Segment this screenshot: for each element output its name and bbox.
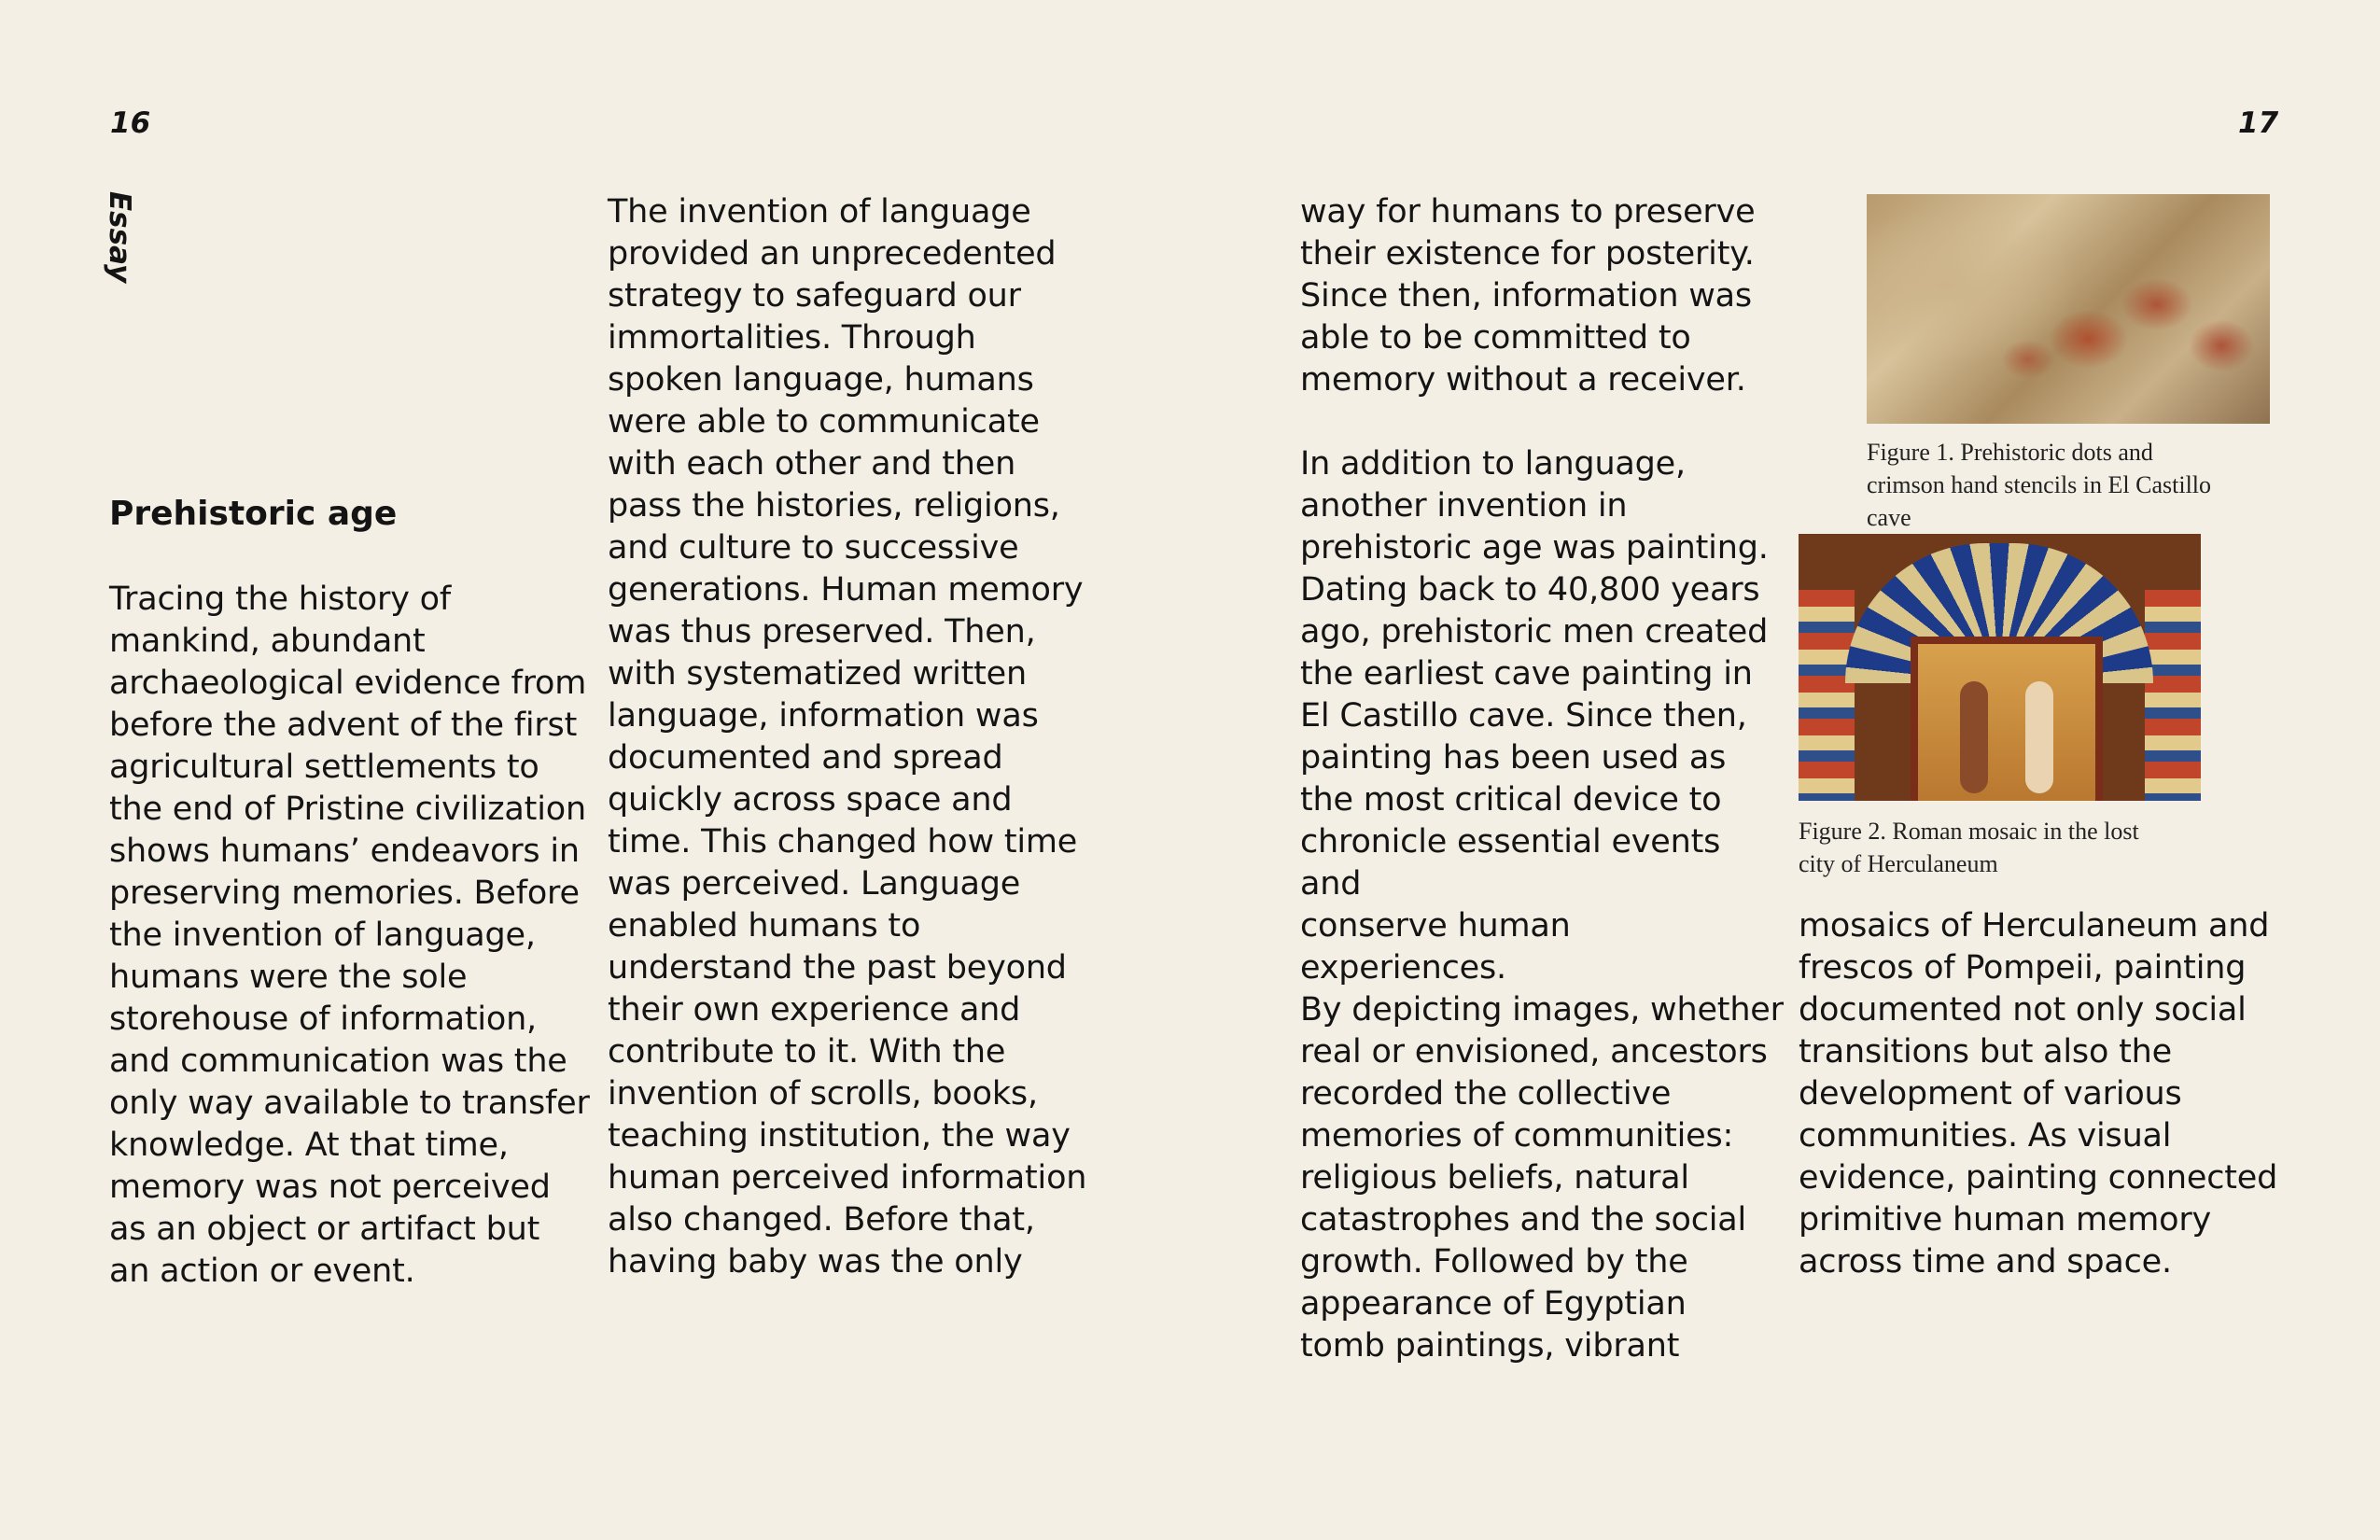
page-number-right: 17 (2238, 106, 2279, 140)
essay-column-3-paragraph-1: way for humans to preserve their existence for posterity. Since then, information was able to be committed to memory without a receiver. (1300, 193, 1756, 399)
essay-column-4: mosaics of Herculaneum and frescos of Pompeii, painting documented not only social transitions but also the development of various communities. As visual evidence, painting connected primitive human memory across time and space. (1799, 907, 2278, 1281)
page-number-left: 16 (110, 106, 151, 140)
section-label (93, 191, 149, 294)
section-heading: Prehistoric age (109, 495, 398, 533)
figure-1-caption: Figure 1. Prehistoric dots and crimson hand stencils in El Castillo cave (1867, 439, 2212, 531)
figure-2-caption: Figure 2. Roman mosaic in the lost city of Herculaneum (1799, 818, 2139, 877)
essay-column-2: The invention of language provided an unprecedented strategy to safeguard our immortalities. Through spoken language, humans were able to communicate with each other and then pass the histories, religions, and culture to successive generations. Human memory was thus preserved. Then, with systematized written language, information was documented and spread quickly across space and time. This changed how time was perceived. Language enabled humans to understand the past beyond their own experience and contribute to it. With the invention of scrolls, books, teaching institution, the way human perceived information also changed. Before that, having baby was the only (608, 193, 1087, 1281)
essay-column-3-paragraph-2: In addition to language, another invention in prehistoric age was painting. Dating back to 40,800 years ago, prehistoric men created the earliest cave painting in El Castillo cave. Since then, painting has been used as the most critical device to chronicle essential events and conserve human experiences. By depicting images, whether real or envisioned, ancestors recorded the collective memories of communities: religious beliefs, natural catastrophes and the social growth. Followed by the appearance of Egyptian tomb paintings, vibrant (1300, 445, 1784, 1365)
essay-column-1: Tracing the history of mankind, abundant archaeological evidence from before the advent of the first agricultural settlements to the end of Pristine civilization shows humans’ endeavors in preserving memories. Before the invention of language, humans were the sole storehouse of information, and communication was the only way available to transfer knowledge. At that time, memory was not perceived as an object or artifact but an action or event. (109, 581, 590, 1290)
section-label-text: Essay (103, 191, 136, 284)
roman-mosaic-image (1799, 534, 2201, 801)
cave-painting-image (1867, 194, 2270, 424)
